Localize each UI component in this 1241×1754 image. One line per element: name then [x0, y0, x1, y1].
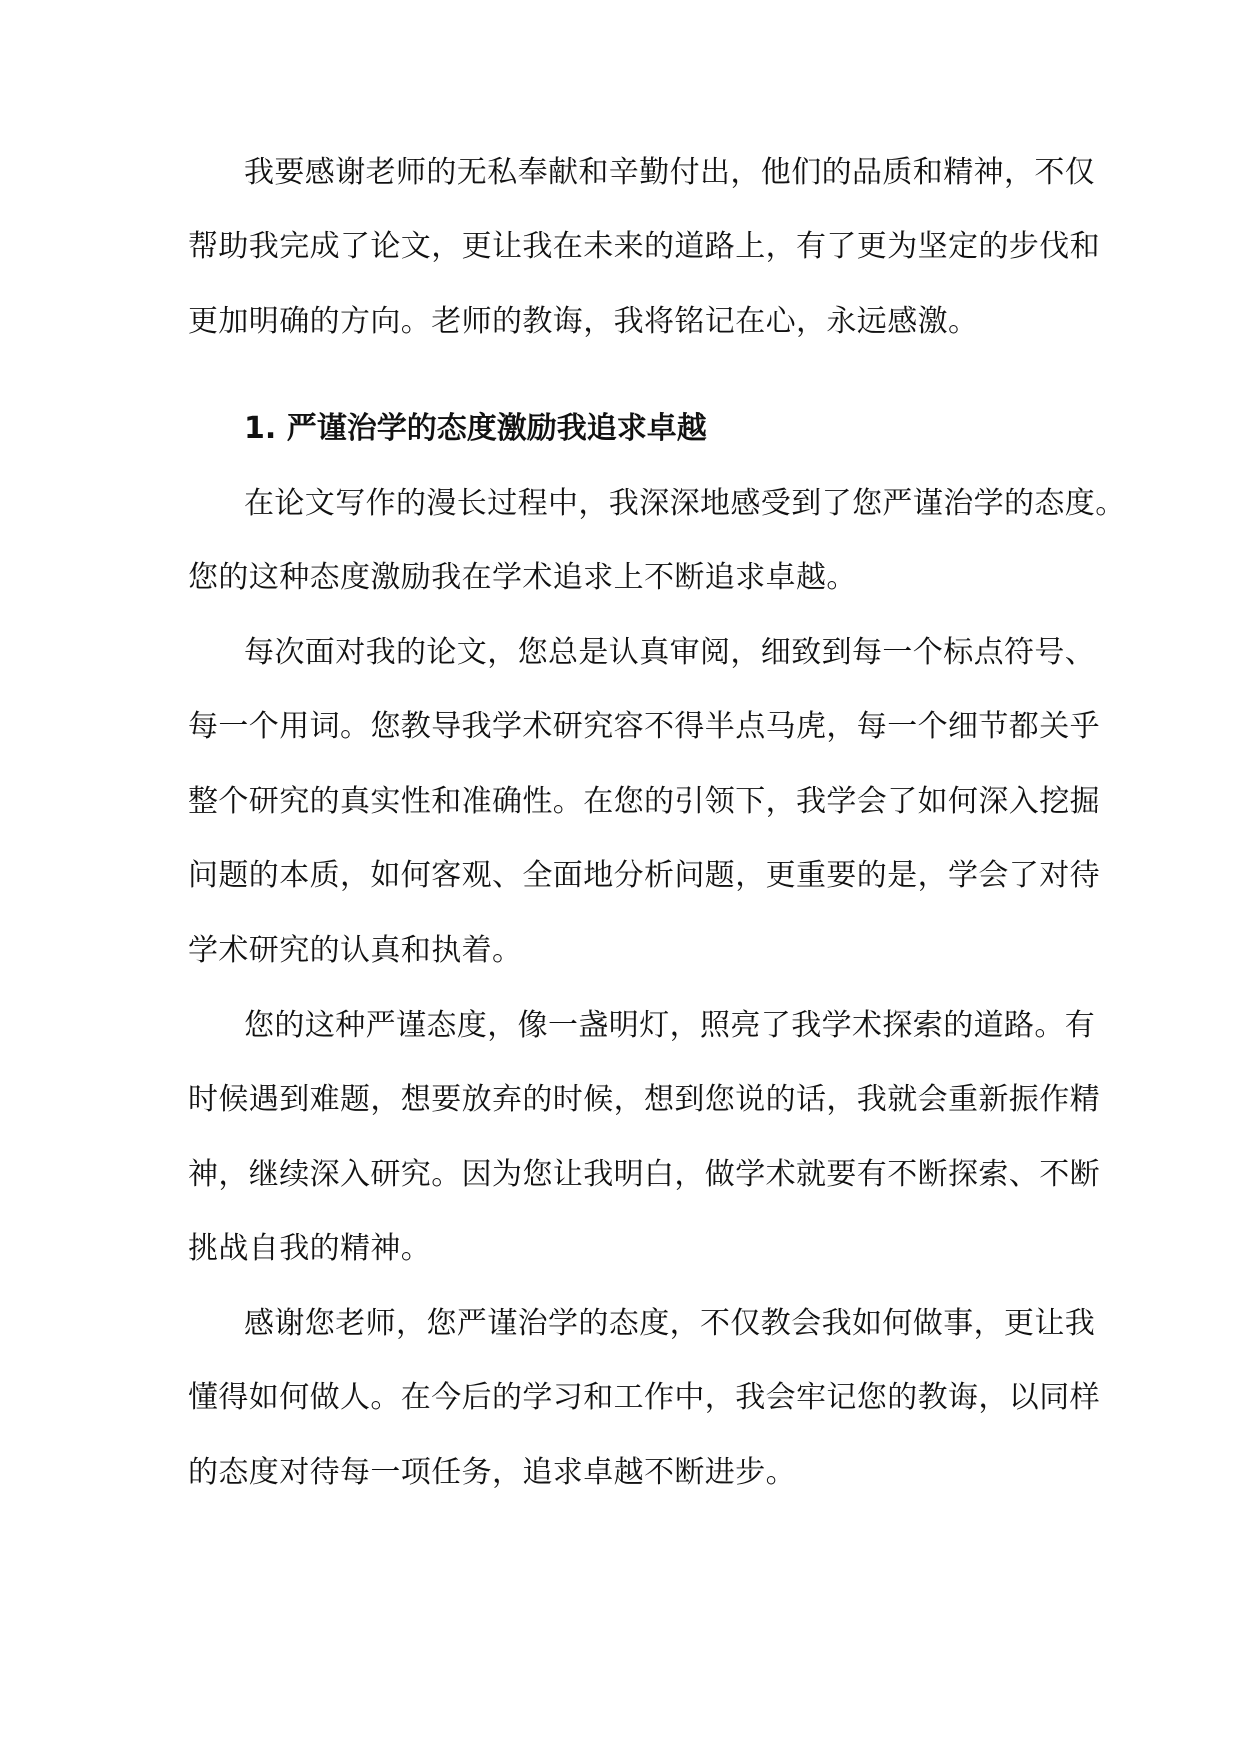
intro-line: 我要感谢老师的无私奉献和辛勤付出，他们的品质和精神，不仅	[244, 155, 1096, 190]
paragraph-line: 学术研究的认真和执着。	[188, 933, 523, 968]
section-heading: 1. 严谨治学的态度激励我追求卓越	[244, 411, 707, 446]
paragraph-line: 时候遇到难题，想要放弃的时候，想到您说的话，我就会重新振作精	[188, 1082, 1100, 1117]
intro-line: 更加明确的方向。老师的教诲，我将铭记在心，永远感激。	[188, 304, 979, 339]
paragraph-line: 问题的本质，如何客观、全面地分析问题，更重要的是，学会了对待	[188, 858, 1100, 893]
paragraph-line: 感谢您老师，您严谨治学的态度，不仅教会我如何做事，更让我	[244, 1306, 1096, 1341]
paragraph-line: 您的这种态度激励我在学术追求上不断追求卓越。	[188, 560, 857, 595]
paragraph-line: 每一个用词。您教导我学术研究容不得半点马虎，每一个细节都关乎	[188, 709, 1100, 744]
paragraph-line: 整个研究的真实性和准确性。在您的引领下，我学会了如何深入挖掘	[188, 784, 1100, 819]
paragraph-line: 神，继续深入研究。因为您让我明白，做学术就要有不断探索、不断	[188, 1157, 1100, 1192]
paragraph-line: 挑战自我的精神。	[188, 1231, 432, 1266]
paragraph-line: 您的这种严谨态度，像一盏明灯，照亮了我学术探索的道路。有	[244, 1008, 1096, 1043]
paragraph-line: 在论文写作的漫长过程中，我深深地感受到了您严谨治学的态度。	[244, 486, 1126, 521]
paragraph-line: 懂得如何做人。在今后的学习和工作中，我会牢记您的教诲，以同样	[188, 1380, 1100, 1415]
intro-line: 帮助我完成了论文，更让我在未来的道路上，有了更为坚定的步伐和	[188, 229, 1100, 264]
paragraph-line: 每次面对我的论文，您总是认真审阅，细致到每一个标点符号、	[244, 635, 1096, 670]
paragraph-line: 的态度对待每一项任务，追求卓越不断进步。	[188, 1455, 796, 1490]
